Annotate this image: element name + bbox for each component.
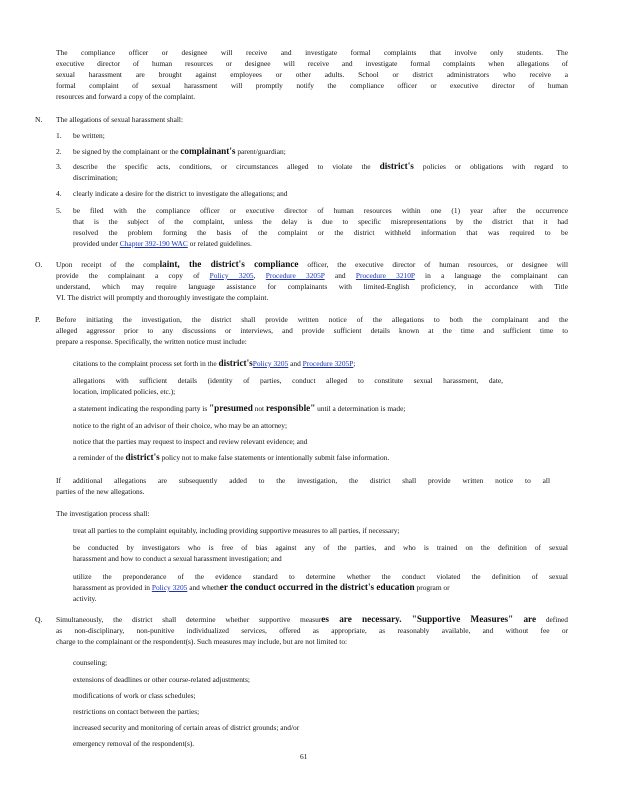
n-item-5-line: be filed with the compliance officer or executive director of human resources within one (1) year after the occurrence: [73, 206, 568, 215]
p-bullet-emphasis: district's: [125, 452, 160, 462]
p-bullet-line: location, implicated policies, etc.);: [73, 387, 176, 396]
p-bullet-1: [73, 358, 355, 369]
n-item-5-line: that is the subject of the complaint, unless the delay is due to specific misrepresentations by the district that it had: [73, 217, 568, 226]
section-o-paragraph: [56, 259, 568, 303]
q-bullet: counseling;: [73, 658, 108, 667]
o-part: officer, the executive director of human resources, or designee will: [298, 260, 568, 269]
n-item-1: be written;: [73, 131, 105, 140]
section-p-paragraph: [56, 314, 568, 347]
q-line: charge to the complainant or the respondent(s). Such measures may include, but are not limited to:: [56, 637, 348, 646]
investigation-line: [73, 582, 568, 593]
p-bullet-part: ;: [353, 359, 356, 368]
procedure-3205p-link[interactable]: Procedure 3205P: [302, 359, 354, 368]
additional-line: If additional allegations are subsequently added to the investigation, the district shall provide written notice to all: [56, 476, 550, 485]
p-bullet-part: citations to the complaint process set forth in the: [73, 359, 219, 368]
investigation-bullet-2: [73, 542, 568, 564]
p-line: alleged aggressor prior to any discussions or interviews, and provide sufficient details known at the time and sufficient time to: [56, 326, 568, 335]
policy-3205-link[interactable]: Policy 3205: [209, 271, 254, 280]
n-item-2-emphasis: complainant's: [180, 146, 236, 156]
p-bullet-line: allegations with sufficient details (identity of parties, conduct alleged to constitute sexual harassment, date,: [73, 376, 503, 385]
q-bullet: extensions of deadlines or other course-related adjustments;: [73, 675, 250, 684]
investigation-part: harassment as provided in: [73, 583, 152, 592]
investigation-line: be conducted by investigators who is free of bias against any of the parties, and who is trained on the definition of sexual: [73, 543, 568, 552]
q-bullet: emergency removal of the respondent(s).: [73, 739, 195, 748]
n-item-2-part: be signed by the complainant or the: [73, 147, 181, 156]
p-bullet-part: until a determination is made;: [315, 404, 406, 413]
o-line: VI. The district will promptly and thoroughly investigate the complaint.: [56, 293, 269, 302]
investigation-line: harassment and how to conduct a sexual harassment investigation; and: [73, 554, 282, 563]
policy-3205-link[interactable]: Policy 3205: [151, 583, 188, 592]
o-part: in a language the complainant can: [414, 271, 568, 280]
investigation-bullet-1: treat all parties to the complaint equitably, including providing supportive measures to all parties, if necessary;: [73, 526, 400, 535]
q-emphasis: es are necessary. "Supportive Measures" are: [321, 614, 537, 624]
n-item-3-line: [73, 161, 568, 172]
p-bullet-part: a reminder of the: [73, 453, 126, 462]
n-item-5-line: [73, 238, 568, 249]
n-item-4: clearly indicate a desire for the district to investigate the allegations; and: [73, 189, 288, 198]
section-q-paragraph: [56, 614, 568, 647]
intro-line: resources and forward a copy of the complaint.: [56, 92, 196, 101]
p-bullet-4: notice to the right of an advisor of their choice, who may be an attorney;: [73, 421, 288, 430]
policy-3205-link[interactable]: Policy 3205: [252, 359, 289, 368]
q-line: [56, 614, 568, 625]
p-line: prepare a response. Specifically, the written notice must include:: [56, 337, 247, 346]
o-part: and: [324, 271, 356, 280]
section-marker-p: P.: [35, 315, 41, 324]
n-item-5-part: provided under: [73, 239, 120, 248]
p-bullet-part: policy not to make false statements or intentionally submit false information.: [159, 453, 390, 462]
section-marker-n: N.: [35, 115, 43, 124]
list-number: 5.: [56, 206, 62, 215]
n-item-3: [73, 161, 568, 183]
chapter-wac-link[interactable]: Chapter 392-190 WAC: [119, 239, 188, 248]
investigation-lead: The investigation process shall:: [56, 509, 150, 518]
investigation-part: and wheth: [187, 583, 220, 592]
n-item-5: [73, 205, 568, 249]
n-item-5-part: or related guidelines.: [187, 239, 252, 248]
q-line: as non-disciplinary, non-punitive individualized services, offered as appropriate, as reasonably available, and without fee or: [56, 626, 568, 635]
section-n-lead: The allegations of sexual harassment shall:: [56, 115, 184, 124]
o-part: ,: [253, 271, 266, 280]
additional-allegations-paragraph: [56, 475, 550, 497]
q-bullet: modifications of work or class schedules;: [73, 691, 196, 700]
investigation-emphasis: er the conduct occurred in the district's education: [219, 582, 415, 592]
procedure-3205p-link[interactable]: Procedure 3205P: [265, 271, 325, 280]
intro-paragraph: [56, 47, 568, 102]
page-number: 61: [300, 752, 308, 761]
intro-line: The compliance officer or designee will receive and investigate formal complaints that involve only students. The: [56, 48, 568, 57]
q-part: defined: [536, 615, 568, 624]
section-marker-q: Q.: [35, 615, 43, 624]
n-item-5-line: resolved the problem forming the basis of the complaint or the district withheld information that was required to be: [73, 228, 568, 237]
intro-line: executive director of human resources or designee will receive and investigate formal complaints when allegations of: [56, 59, 568, 68]
p-bullet-emphasis: district's: [218, 358, 253, 368]
p-bullet-part: and: [288, 359, 303, 368]
list-number: 2.: [56, 147, 62, 156]
list-number: 4.: [56, 189, 62, 198]
q-part: Simultaneously, the district shall determine whether supportive measur: [56, 615, 322, 624]
p-bullet-6: [73, 452, 389, 463]
n-item-3-line: discrimination;: [73, 173, 118, 182]
o-emphasis: laint, the district's compliance: [159, 259, 299, 269]
p-bullet-emphasis: responsible": [265, 403, 316, 413]
o-line: [56, 259, 568, 270]
investigation-bullet-3: [73, 571, 568, 604]
n-item-2: [73, 146, 286, 157]
n-item-3-emphasis: district's: [379, 161, 414, 171]
investigation-line: utilize the preponderance of the evidence standard to determine whether the conduct violated the definition of sexual: [73, 572, 568, 581]
investigation-line: activity.: [73, 594, 97, 603]
o-part: Upon receipt of the comp: [56, 260, 160, 269]
q-bullet: restrictions on contact between the parties;: [73, 707, 200, 716]
investigation-part: program or: [414, 583, 450, 592]
p-bullet-2: [73, 375, 503, 397]
o-line: [56, 270, 568, 281]
p-bullet-emphasis: "presumed: [209, 403, 253, 413]
intro-line: formal complaint of sexual harassment will promptly notify the compliance officer or executive director of human: [56, 81, 568, 90]
p-bullet-part: not: [252, 404, 266, 413]
q-bullet: increased security and monitoring of certain areas of district grounds; and/or: [73, 723, 300, 732]
p-bullet-part: a statement indicating the responding party is: [73, 404, 210, 413]
o-part: provide the complainant a copy of: [56, 271, 210, 280]
procedure-3210p-link[interactable]: Procedure 3210P: [355, 271, 415, 280]
o-line: understand, which may require language assistance for complainants with limited-English proficiency, in accordance with Title: [56, 282, 568, 291]
p-bullet-5: notice that the parties may request to inspect and review relevant evidence; and: [73, 437, 308, 446]
list-number: 1.: [56, 131, 62, 140]
p-bullet-3: [73, 403, 405, 414]
p-line: Before initiating the investigation, the district shall provide written notice of the allegations to both the complainant and the: [56, 315, 568, 324]
additional-line: parties of the new allegations.: [56, 487, 145, 496]
intro-line: sexual harassment are brought against employees or other adults. School or district administrators who receive a: [56, 70, 568, 79]
n-item-2-part: parent/guardian;: [235, 147, 286, 156]
n-item-3-part: policies or obligations with regard to: [413, 162, 568, 171]
list-number: 3.: [56, 162, 62, 171]
section-marker-o: O.: [35, 260, 43, 269]
n-item-3-part: describe the specific acts, conditions, or circumstances alleged to violate the: [73, 162, 380, 171]
